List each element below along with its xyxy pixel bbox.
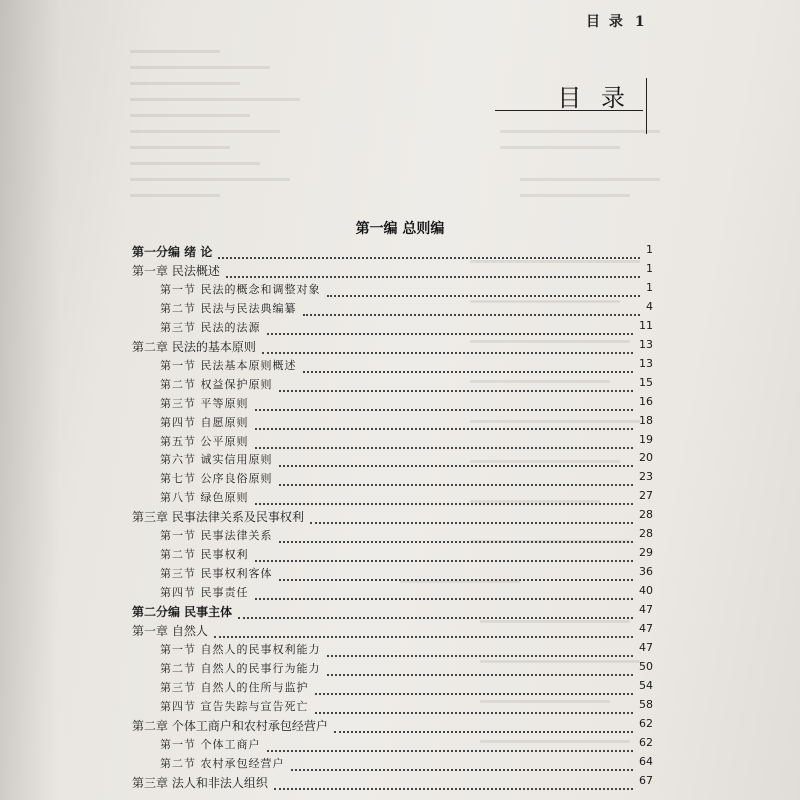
toc-entry-label: 第一章 民法概述 (132, 263, 220, 278)
ghost-line (520, 178, 660, 181)
dot-leader (327, 660, 634, 676)
toc-entry-label: 第一分编 绪 论 (132, 245, 213, 259)
toc-entry-page: 64 (639, 754, 653, 768)
toc-section-entry (0, 565, 800, 585)
dot-leader (214, 622, 633, 638)
dot-leader (291, 755, 634, 771)
toc-heading-box (495, 78, 643, 111)
dot-leader (274, 774, 633, 790)
toc-entry-page: 47 (639, 603, 653, 617)
toc-entry-page: 23 (639, 470, 653, 484)
toc-entry-page: 29 (639, 546, 653, 560)
toc-section-entry (0, 414, 800, 434)
dot-leader (327, 641, 634, 657)
toc-entry-label: 第四节 宣告失踪与宣告死亡 (160, 699, 309, 713)
toc-section-entry (0, 755, 800, 775)
toc-entry-label: 第一节 民法的概念和调整对象 (160, 282, 321, 296)
toc-entry-label: 第三章 法人和非法人组织 (132, 775, 268, 790)
toc-chapter-entry (0, 717, 800, 737)
dot-leader (255, 584, 634, 600)
toc-entry-label: 第一节 民事法律关系 (160, 529, 273, 543)
toc-entry-page: 36 (639, 565, 653, 579)
toc-entry-page: 62 (639, 716, 653, 730)
running-head (586, 11, 647, 31)
ghost-line (130, 82, 240, 85)
dot-leader (303, 357, 634, 373)
toc-chapter-entry (0, 774, 800, 794)
toc-section-entry (0, 319, 800, 339)
dot-leader (334, 717, 633, 733)
toc-entry-label: 第六节 诚实信用原则 (160, 453, 273, 467)
dot-leader (279, 565, 634, 581)
toc-entry-label: 第二分编 民事主体 (132, 605, 233, 620)
ghost-line (130, 66, 270, 69)
toc-section-entry (0, 527, 800, 547)
toc-entry-page: 67 (639, 773, 653, 787)
ghost-line (500, 146, 620, 149)
toc-entry-label: 第一节 个体工商户 (160, 737, 261, 751)
dot-leader (315, 698, 634, 714)
ghost-line (520, 194, 630, 197)
ghost-line (130, 146, 230, 149)
toc-entry-page: 18 (639, 413, 653, 427)
toc-entry-page: 1 (646, 261, 653, 275)
dot-leader (255, 433, 634, 449)
toc-entry-label: 第三节 平等原则 (160, 396, 249, 410)
part-title: 第一编 总则编 (355, 221, 445, 237)
toc-section-entry (0, 489, 800, 509)
toc-entry-label: 第三节 民法的法源 (160, 320, 261, 334)
toc-entry-label: 第三章 民事法律关系及民事权利 (132, 510, 304, 525)
dot-leader (218, 243, 640, 259)
toc-chapter-entry (0, 262, 800, 282)
ghost-line (130, 98, 300, 101)
toc-entry-page: 47 (639, 640, 653, 654)
dot-leader (303, 300, 641, 316)
toc-entry-page: 15 (639, 375, 653, 389)
ghost-line (130, 162, 260, 165)
toc-entry-page: 1 (646, 243, 653, 256)
toc-entry-page: 28 (639, 527, 653, 541)
dot-leader (238, 603, 633, 619)
dot-leader (255, 414, 634, 430)
toc-chapter-entry (0, 622, 800, 642)
dot-leader (255, 546, 634, 562)
toc-entry-label: 第二节 自然人的民事行为能力 (160, 661, 321, 675)
ghost-line (130, 130, 280, 133)
dot-leader (267, 736, 634, 752)
toc-section-entry (0, 470, 800, 490)
dot-leader (279, 376, 634, 392)
toc-section-entry (0, 433, 800, 453)
dot-leader (262, 338, 633, 354)
toc-entry-page: 47 (639, 622, 653, 635)
toc-entry-label: 第五节 公平原则 (160, 434, 249, 448)
dot-leader (315, 679, 634, 695)
toc-entry-page: 1 (646, 280, 653, 294)
toc-section-entry (0, 546, 800, 566)
toc-section-entry (0, 281, 800, 301)
toc-entry-page: 13 (639, 356, 653, 370)
ghost-line (500, 130, 660, 133)
toc-entry-label: 第二节 民事权利 (160, 548, 249, 562)
toc-section-entry (0, 395, 800, 415)
ghost-line (130, 178, 290, 181)
toc-entry-label: 第三节 自然人的住所与监护 (160, 680, 309, 694)
dot-leader (279, 527, 634, 543)
heading-vertical-rule (646, 78, 647, 134)
toc-entry-label: 第二章 个体工商户和农村承包经营户 (132, 718, 328, 733)
toc-entry-label: 第二节 权益保护原则 (160, 377, 273, 391)
toc-section-entry (0, 451, 800, 471)
dot-leader (226, 262, 640, 278)
dot-leader (267, 319, 634, 335)
running-head-label: 目 录 (586, 14, 625, 30)
toc-section-entry (0, 641, 800, 661)
running-head-page-number: 1 (634, 14, 647, 30)
toc-entry-page: 50 (639, 659, 653, 673)
toc-entry-label: 第二章 民法的基本原则 (132, 339, 256, 354)
toc-division-entry (0, 243, 800, 263)
toc-entry-page: 28 (639, 508, 653, 522)
dot-leader (255, 489, 634, 505)
toc-entry-label: 第四节 民事责任 (160, 586, 249, 600)
toc-entry-label: 第八节 绿色原则 (160, 491, 249, 505)
dot-leader (310, 508, 633, 524)
toc-entry-label: 第一章 自然人 (132, 624, 208, 638)
toc-heading: 目 录 (557, 84, 631, 112)
toc-entry-page: 20 (639, 451, 653, 465)
ghost-line (130, 194, 220, 197)
ghost-line (130, 114, 250, 117)
toc-entry-label: 第一节 民法基本原则概述 (160, 358, 297, 372)
toc-chapter-entry (0, 508, 800, 528)
toc-entry-page: 13 (639, 337, 653, 351)
toc-entry-label: 第四节 自愿原则 (160, 415, 249, 429)
toc-entry-page: 11 (639, 318, 653, 332)
toc-entry-page: 27 (639, 489, 653, 503)
toc-section-entry (0, 679, 800, 699)
toc-section-entry (0, 376, 800, 396)
toc-section-entry (0, 584, 800, 604)
toc-entry-label: 第二节 农村承包经营户 (160, 756, 285, 770)
toc-section-entry (0, 660, 800, 680)
dot-leader (255, 395, 634, 411)
toc-entry-page: 54 (639, 678, 653, 692)
toc-section-entry (0, 736, 800, 756)
dot-leader (327, 281, 641, 297)
toc-entry-label: 第七节 公序良俗原则 (160, 472, 273, 486)
toc-entry-label: 第三节 民事权利客体 (160, 567, 273, 581)
dot-leader (279, 451, 634, 467)
toc-entry-page: 19 (639, 432, 653, 446)
toc-entry-label: 第一节 自然人的民事权利能力 (160, 642, 321, 656)
toc-entry-page: 40 (639, 584, 653, 598)
toc-entry-page: 62 (639, 735, 653, 749)
dot-leader (279, 470, 634, 486)
toc-section-entry (0, 357, 800, 377)
toc-entry-label: 第二节 民法与民法典编纂 (160, 301, 297, 315)
toc-chapter-entry (0, 338, 800, 358)
toc-section-entry (0, 300, 800, 320)
toc-section-entry (0, 698, 800, 718)
toc-entry-page: 58 (639, 697, 653, 711)
toc-entry-page: 16 (639, 394, 653, 408)
toc-entry-page: 4 (646, 299, 653, 313)
toc-division-entry (0, 603, 800, 623)
ghost-line (130, 50, 220, 53)
